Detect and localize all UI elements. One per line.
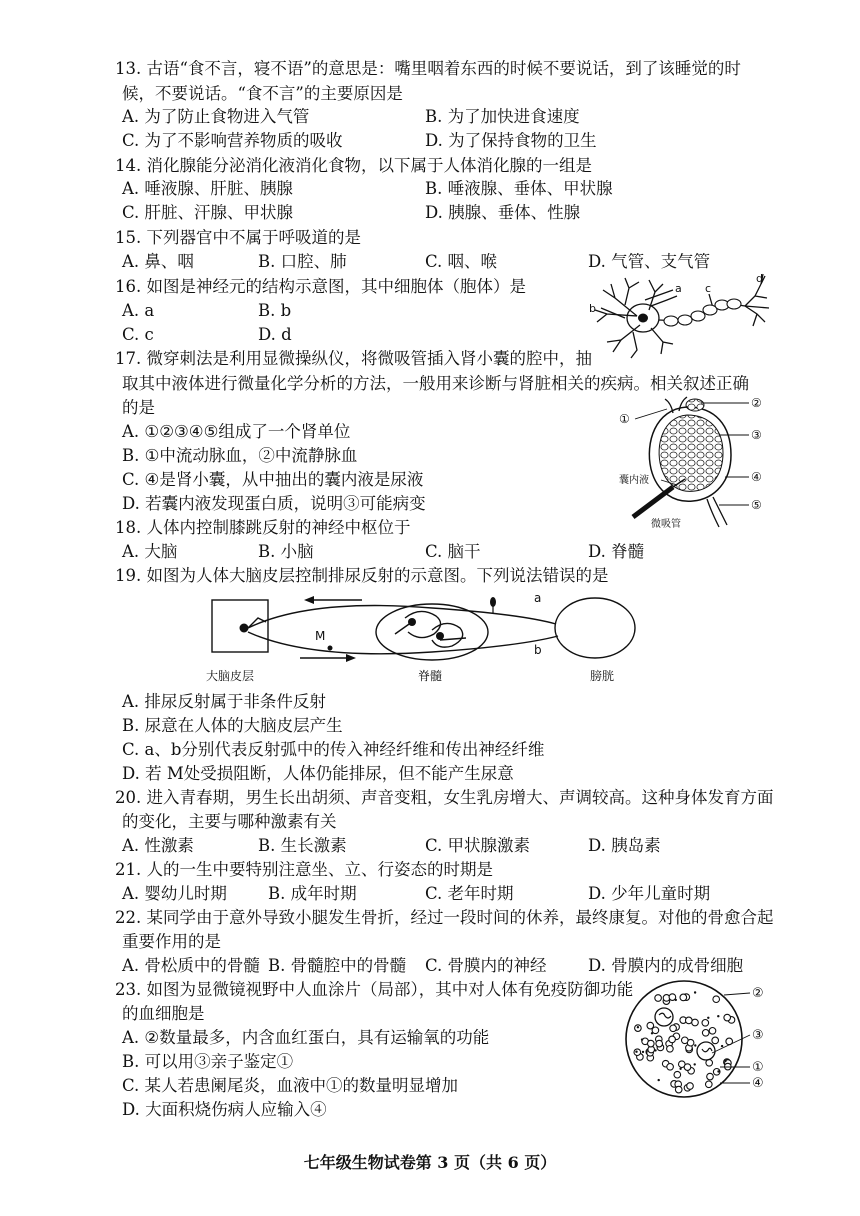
- reflex-label-m: M: [315, 629, 326, 643]
- q13-stem-line1: 13. 古语“食不言，寝不语”的意思是：嘴里咽着东西的时候不要说话，到了该睡觉的时: [115, 59, 741, 78]
- platelet: [717, 1015, 719, 1017]
- q20-option-a: A. 性激素: [122, 836, 194, 855]
- nephron-label-2: ②: [751, 396, 762, 410]
- red-blood-cell: [692, 1019, 699, 1026]
- q17-stem-line2: 取其中液体进行微量化学分析的方法，一般用来诊断与肾脏相关的疾病。相关叙述正确: [122, 374, 749, 393]
- q15-stem-line1: 15. 下列器官中不属于呼吸道的是: [115, 228, 361, 247]
- q17-option-b: B. ①中流动脉血，②中流静脉血: [122, 446, 358, 465]
- q21-option-d: D. 少年儿童时期: [588, 884, 711, 903]
- reflex-label-cortex: 大脑皮层: [206, 669, 255, 683]
- q23-option-d: D. 大面积烧伤病人应输入④: [122, 1100, 327, 1119]
- q21-option-a: A. 婴幼儿时期: [122, 884, 227, 903]
- reflex-label-spinal: 脊髓: [418, 669, 443, 683]
- red-blood-cell: [667, 1064, 674, 1071]
- red-blood-cell: [724, 1014, 731, 1021]
- q23-option-a: A. ②数量最多，内含血红蛋白，具有运输氧的功能: [122, 1028, 490, 1047]
- q21-option-c: C. 老年时期: [425, 884, 514, 903]
- neuron-label-a: a: [675, 282, 682, 295]
- red-blood-cell: [702, 1030, 709, 1037]
- platelet: [637, 1026, 639, 1028]
- red-blood-cell: [707, 1073, 714, 1080]
- platelet: [641, 1038, 643, 1040]
- q15-option-c: C. 咽、喉: [425, 252, 498, 271]
- platelet: [675, 999, 677, 1001]
- blood-smear-figure: [620, 975, 780, 1105]
- red-blood-cell: [687, 1083, 694, 1090]
- red-blood-cell: [667, 1046, 674, 1053]
- q23-stem-line1: 23. 如图为显微镜视野中人血涂片（局部），其中对人体有免疫防御功能: [115, 980, 634, 999]
- red-blood-cell: [684, 1064, 691, 1071]
- q14-option-b: B. 唾液腺、垂体、甲状腺: [425, 179, 613, 198]
- q23-stem-line2: 的血细胞是: [122, 1004, 205, 1023]
- red-blood-cell: [675, 1086, 682, 1093]
- nephron-label-4: ④: [751, 470, 762, 484]
- platelet: [658, 1079, 660, 1081]
- neuron-figure: [585, 270, 775, 360]
- q18-option-d: D. 脊髓: [588, 542, 645, 561]
- red-blood-cell: [670, 1025, 677, 1032]
- platelet: [635, 1051, 637, 1053]
- q15-option-a: A. 鼻、咽: [122, 252, 194, 271]
- red-blood-cell: [674, 1071, 681, 1078]
- q20-stem-line1: 20. 进入青春期，男生长出胡须、声音变粗，女生乳房增大、声调较高。这种身体发育方面: [115, 788, 774, 807]
- q19-option-c: C. a、b分别代表反射弧中的传入神经纤维和传出神经纤维: [122, 740, 545, 759]
- q19-option-a: A. 排尿反射属于非条件反射: [122, 692, 326, 711]
- q16-stem-line1: 16. 如图是神经元的结构示意图，其中细胞体（胞体）是: [115, 277, 526, 296]
- q17-stem-line1: 17. 微穿刺法是利用显微操纵仪，将微吸管插入肾小囊的腔中，抽: [115, 349, 592, 368]
- urination-reflex-figure: [200, 588, 650, 688]
- red-blood-cell: [709, 1028, 716, 1035]
- q19-option-d: D. 若 M处受损阻断，人体仍能排尿，但不能产生尿意: [122, 764, 514, 783]
- nephron-label-1: ①: [619, 412, 630, 426]
- q23-option-c: C. 某人若患阑尾炎，血液中①的数量明显增加: [122, 1076, 459, 1095]
- q20-option-b: B. 生长激素: [258, 836, 347, 855]
- platelet: [717, 1070, 719, 1072]
- reflex-label-b: b: [534, 643, 542, 657]
- page-footer: 七年级生物试卷第 3 页（共 6 页）: [303, 1153, 557, 1172]
- red-blood-cell: [713, 996, 720, 1003]
- platelet: [694, 1044, 696, 1046]
- q22-stem-line1: 22. 某同学由于意外导致小腿发生骨折，经过一段时间的休养，最终康复。对他的骨愈合起: [115, 908, 774, 927]
- q21-stem-line1: 21. 人的一生中要特别注意坐、立、行姿态的时期是: [115, 860, 493, 879]
- q13-option-a: A. 为了防止食物进入气管: [122, 107, 310, 126]
- q18-option-a: A. 大脑: [122, 542, 178, 561]
- q18-stem-line1: 18. 人体内控制膝跳反射的神经中枢位于: [115, 518, 411, 537]
- red-blood-cell: [680, 994, 687, 1001]
- q13-option-d: D. 为了保持食物的卫生: [425, 131, 597, 150]
- q22-option-c: C. 骨膜内的神经: [425, 956, 547, 975]
- q13-stem-line2: 候，不要说话。“食不言”的主要原因是: [122, 84, 403, 103]
- nephron-figure: [615, 395, 775, 530]
- q22-option-b: B. 骨髓腔中的骨髓: [268, 956, 407, 975]
- q16-option-d: D. d: [258, 325, 292, 344]
- q16-option-b: B. b: [258, 301, 292, 320]
- q22-option-d: D. 骨膜内的成骨细胞: [588, 956, 744, 975]
- nephron-label-5: ⑤: [751, 498, 762, 512]
- red-blood-cell: [712, 1037, 719, 1044]
- red-blood-cell: [648, 1040, 655, 1047]
- q18-option-c: C. 脑干: [425, 542, 481, 561]
- red-blood-cell: [682, 1037, 689, 1044]
- q22-option-a: A. 骨松质中的骨髓: [122, 956, 260, 975]
- red-blood-cell: [652, 1027, 659, 1034]
- q21-option-b: B. 成年时期: [268, 884, 357, 903]
- platelet: [707, 1017, 709, 1019]
- q17-option-d: D. 若囊内液发现蛋白质，说明③可能病变: [122, 494, 426, 513]
- smear-label-4: ④: [752, 1076, 764, 1091]
- neuron-label-d: d: [756, 272, 763, 285]
- platelet: [694, 991, 696, 993]
- neuron-label-b: b: [589, 302, 596, 315]
- q13-option-c: C. 为了不影响营养物质的吸收: [122, 131, 343, 150]
- nephron-label-3: ③: [751, 428, 762, 442]
- q19-stem-line1: 19. 如图为人体大脑皮层控制排尿反射的示意图。下列说法错误的是: [115, 566, 609, 585]
- q23-option-b: B. 可以用③亲子鉴定①: [122, 1052, 294, 1071]
- q20-stem-line2: 的变化，主要与哪种激素有关: [122, 812, 337, 831]
- red-blood-cell: [686, 1017, 693, 1024]
- platelet: [679, 1068, 681, 1070]
- reflex-label-bladder: 膀胱: [590, 669, 615, 683]
- reflex-label-a: a: [534, 591, 542, 605]
- platelet: [651, 1032, 653, 1034]
- q19-option-b: B. 尿意在人体的大脑皮层产生: [122, 716, 343, 735]
- q15-option-d: D. 气管、支气管: [588, 252, 711, 271]
- q14-stem-line1: 14. 消化腺能分泌消化液消化食物，以下属于人体消化腺的一组是: [115, 156, 592, 175]
- q20-option-d: D. 胰岛素: [588, 836, 661, 855]
- red-blood-cell: [656, 1040, 663, 1047]
- q13-option-b: B. 为了加快进食速度: [425, 107, 580, 126]
- neuron-label-c: c: [705, 282, 712, 295]
- q17-option-c: C. ④是肾小囊，从中抽出的囊内液是尿液: [122, 470, 424, 489]
- nephron-pipette-label: 微吸管: [651, 519, 681, 530]
- platelet: [694, 1063, 696, 1065]
- q22-stem-line2: 重要作用的是: [122, 932, 221, 951]
- platelet: [642, 1051, 644, 1053]
- smear-label-3: ③: [752, 1028, 764, 1043]
- q16-option-c: C. c: [122, 325, 154, 344]
- q20-option-c: C. 甲状腺激素: [425, 836, 531, 855]
- q14-option-a: A. 唾液腺、肝脏、胰腺: [122, 179, 293, 198]
- q14-option-d: D. 胰腺、垂体、性腺: [425, 203, 581, 222]
- smear-label-1: ①: [752, 1060, 764, 1075]
- platelet: [724, 1060, 726, 1062]
- q14-option-c: C. 肝脏、汗腺、甲状腺: [122, 203, 294, 222]
- q17-stem-line3: 的是: [122, 398, 155, 417]
- platelet: [721, 1045, 723, 1047]
- q18-option-b: B. 小脑: [258, 542, 314, 561]
- q17-option-a: A. ①②③④⑤组成了一个肾单位: [122, 422, 351, 441]
- red-blood-cell: [655, 995, 662, 1002]
- platelet: [654, 1049, 656, 1051]
- q15-option-b: B. 口腔、肺: [258, 252, 347, 271]
- red-blood-cell: [706, 1081, 713, 1088]
- red-blood-cell: [702, 1020, 709, 1027]
- smear-label-2: ②: [752, 986, 764, 1001]
- q16-option-a: A. a: [122, 301, 155, 320]
- nephron-capsule-fluid-label: 囊内液: [619, 475, 649, 486]
- red-blood-cell: [669, 1036, 676, 1043]
